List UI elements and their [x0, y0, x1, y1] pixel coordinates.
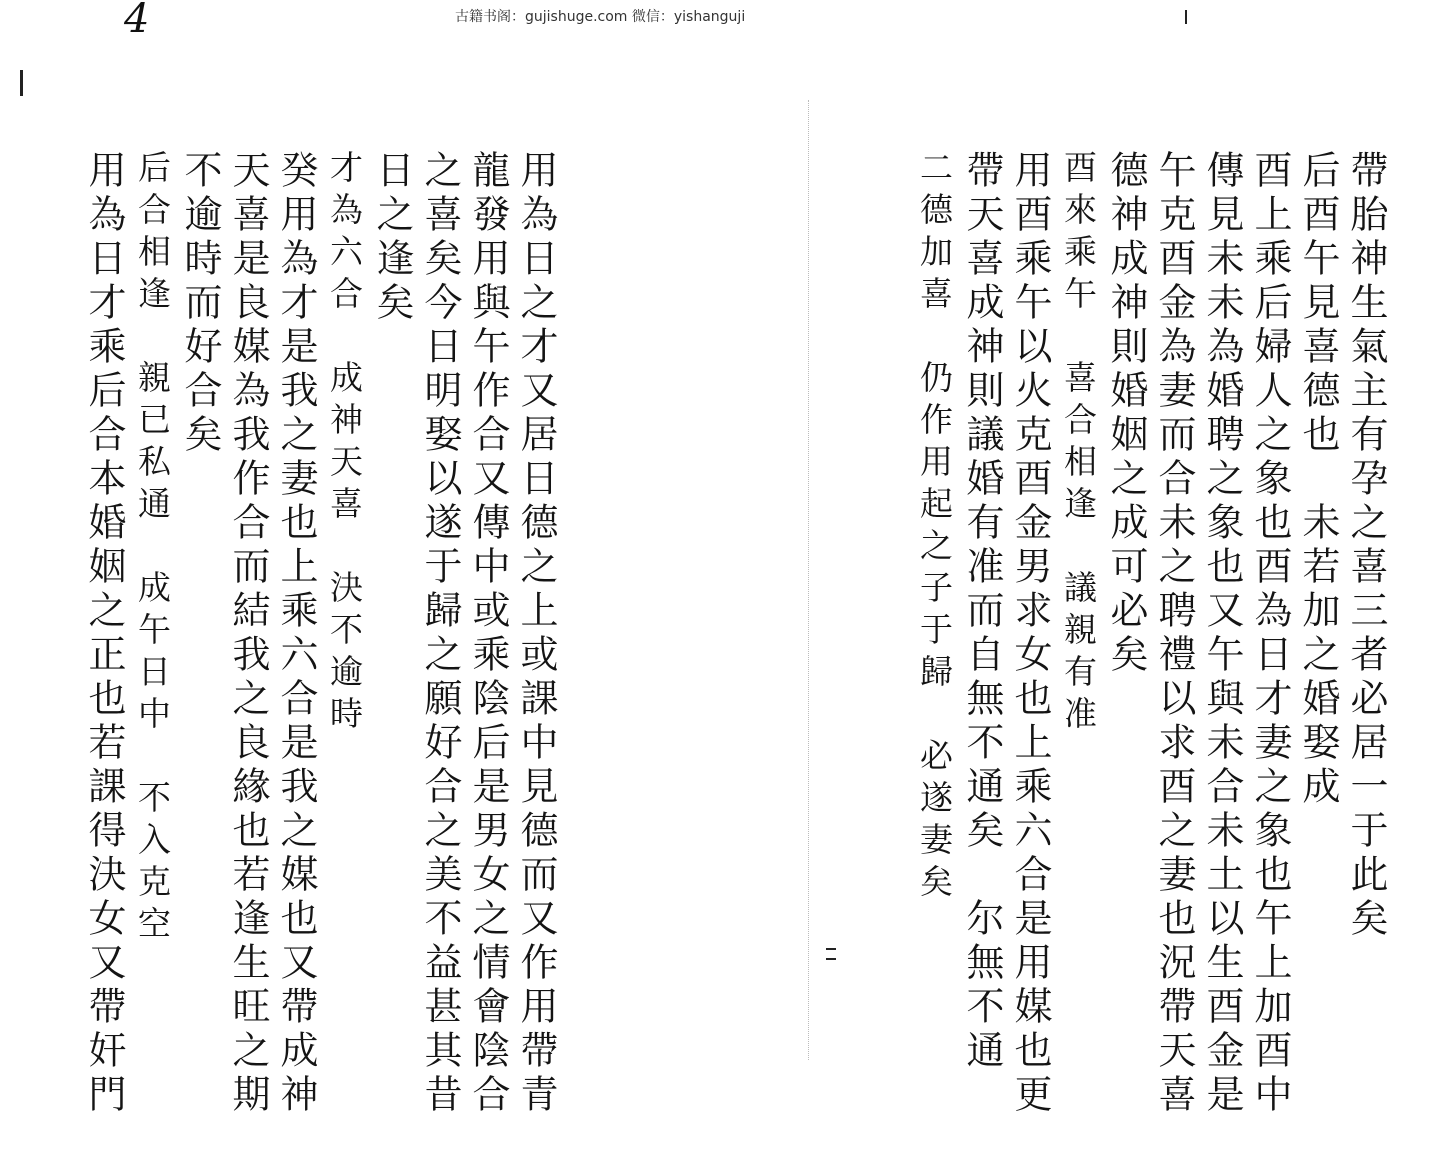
text-column: 帶天喜成神則議婚有准而自無不通矣 尔無不通 [960, 150, 1004, 1074]
right-page [860, 150, 1390, 1130]
margin-mark [826, 958, 836, 960]
verse-column: 二德加喜 仍作用起之子于歸 必遂妻矣 [915, 150, 954, 906]
margin-mark [1185, 10, 1187, 24]
text-column: 酉上乘后婦人之象也酉為日才妻之象也午上加酉中 [1248, 150, 1292, 1118]
text-column: 天喜是良媒為我作合而結我之良緣也若逢生旺之期 [226, 150, 270, 1118]
verse-column: 后合相逢 親已私通 成午日中 不入克空 [133, 150, 172, 948]
text-column: 午克酉金為妻而合未之聘禮以求酉之妻也況帶天喜 [1152, 150, 1196, 1118]
text-column: 不逾時而好合矣 [178, 150, 222, 458]
text-column: 龍發用與午作合又傳中或乘陰后是男女之情會陰合 [466, 150, 510, 1118]
text-column: 日之逢矣 [370, 150, 414, 326]
margin-mark [20, 70, 23, 96]
watermark-text: 古籍书阁：gujishuge.com 微信：yishanguji [455, 9, 746, 25]
text-column: 后酉午見喜德也 未若加之婚娶成 [1296, 150, 1340, 810]
text-column: 用為日之才又居日德之上或課中見德而又作用帶青 [514, 150, 558, 1118]
text-column: 用為日才乘后合本婚姻之正也若課得決女又帶奸門 [82, 150, 126, 1118]
verse-column: 才為六合 成神天喜 決不逾時 [325, 150, 364, 738]
text-column: 用酉乘午以火克酉金男求女也上乘六合是用媒也更 [1008, 150, 1052, 1118]
left-page [30, 150, 560, 1130]
page-gutter [808, 100, 811, 1060]
margin-mark [826, 948, 836, 950]
text-column: 帶胎神生氣主有孕之喜三者必居一于此矣 [1344, 150, 1388, 942]
text-column: 癸用為才是我之妻也上乘六合是我之媒也又帶成神 [274, 150, 318, 1118]
text-column: 德神成神則婚姻之成可必矣 [1104, 150, 1148, 678]
verse-column: 酉來乘午 喜合相逢 議親有准 [1059, 150, 1098, 738]
page-number: 4 [124, 0, 150, 42]
text-column: 之喜矣今日明娶以遂于歸之願好合之美不益甚其昔 [418, 150, 462, 1118]
text-column: 傳見未未為婚聘之象也又午與未合未土以生酉金是 [1200, 150, 1244, 1118]
